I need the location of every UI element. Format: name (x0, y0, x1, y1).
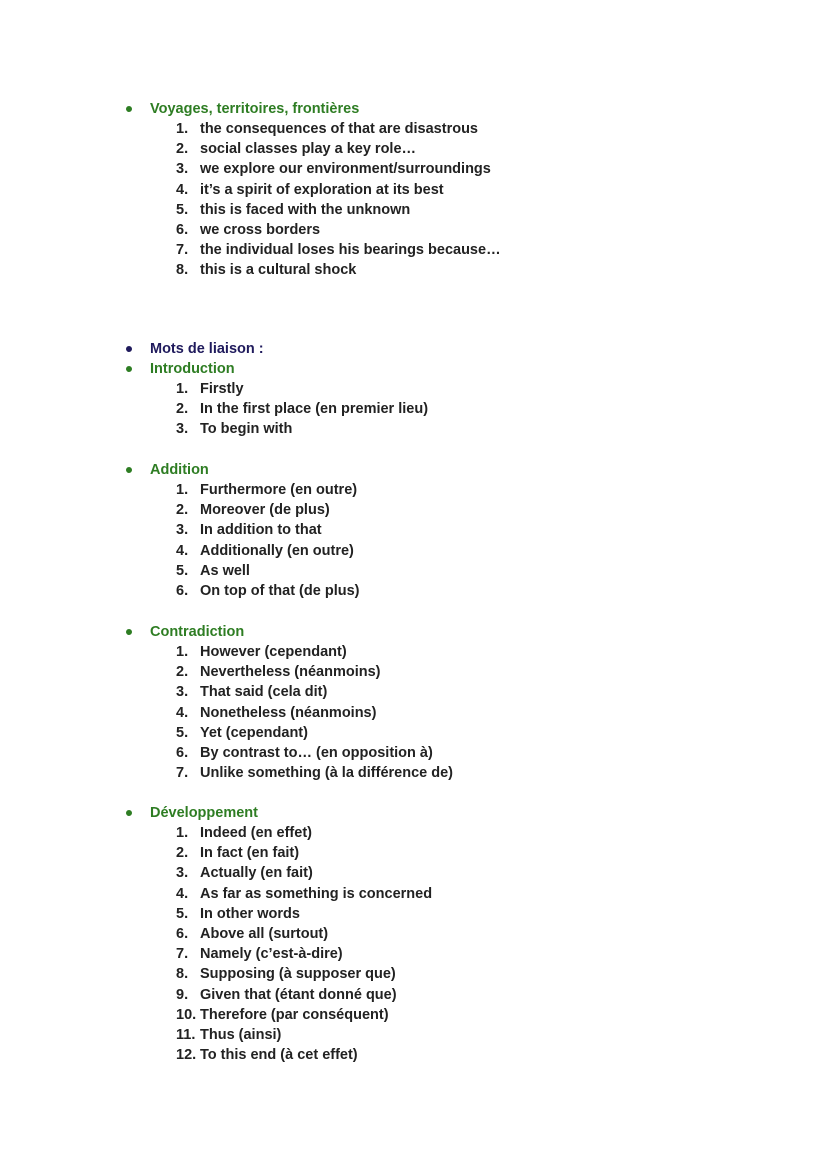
section-heading (122, 99, 722, 119)
section-title: Addition (150, 462, 209, 478)
list-item: 10. Therefore (par conséquent) (176, 1006, 389, 1023)
bullet-icon (122, 467, 150, 473)
section-heading (122, 460, 722, 480)
list-item: 3. To begin with (176, 421, 293, 438)
list-item: 8. Supposing (à supposer que) (176, 966, 396, 983)
bullet-icon (122, 106, 150, 112)
section-contradiction (122, 622, 722, 783)
list-item: 1. Firstly (176, 381, 244, 397)
list-item: 6. Above all (surtout) (176, 925, 329, 942)
list-item: 2. Moreover (de plus) (176, 502, 330, 519)
numbered-list (122, 480, 722, 601)
bullet-icon (122, 629, 150, 635)
list-item: 3. In addition to that (176, 522, 322, 539)
section-title: Voyages, territoires, frontières (150, 101, 360, 117)
list-item: 5. Yet (cependant) (176, 724, 308, 741)
section-voyages (122, 99, 722, 281)
section-mots-de-liaison (122, 339, 722, 359)
list-item: 7. Unlike something (à la différence de) (176, 765, 453, 782)
bullet-icon (122, 810, 150, 816)
list-item: 4. As far as something is concerned (176, 885, 433, 902)
list-item: 8. this is a cultural shock (176, 262, 357, 279)
list-item: 1. However (cependant) (176, 644, 347, 660)
list-item: 4. it’s a spirit of exploration at its best (176, 181, 444, 198)
list-item: 7. the individual loses his bearings because… (176, 242, 501, 259)
list-item: 9. Given that (étant donné que) (176, 986, 397, 1003)
list-item: 12. To this end (à cet effet) (176, 1047, 358, 1064)
section-addition (122, 460, 722, 601)
list-item: 3. we explore our environment/surroundings (176, 161, 491, 178)
section-title: Contradiction (150, 624, 245, 640)
numbered-list (122, 823, 722, 1065)
list-item: 6. By contrast to… (en opposition à) (176, 744, 433, 761)
list-item: 3. Actually (en fait) (176, 865, 313, 882)
section-developpement (122, 803, 722, 1065)
list-item: 5. In other words (176, 905, 300, 922)
list-item: 5. As well (176, 562, 250, 579)
section-title: Mots de liaison : (150, 341, 264, 357)
list-item: 7. Namely (c’est-à-dire) (176, 946, 343, 963)
section-title: Développement (150, 805, 258, 821)
list-item: 1. Indeed (en effet) (176, 825, 312, 841)
list-item: 1. Furthermore (en outre) (176, 482, 358, 498)
section-heading (122, 803, 722, 823)
list-item: 2. Nevertheless (néanmoins) (176, 664, 381, 681)
bullet-icon (122, 366, 150, 372)
numbered-list (122, 642, 722, 783)
numbered-list (122, 379, 722, 440)
list-item: 1. the consequences of that are disastrous (176, 121, 478, 137)
section-title: Introduction (150, 361, 235, 377)
list-item: 11. Thus (ainsi) (176, 1026, 282, 1043)
list-item: 4. Additionally (en outre) (176, 542, 354, 559)
section-heading (122, 622, 722, 642)
numbered-list (122, 119, 722, 281)
list-item: 2. In the first place (en premier lieu) (176, 401, 429, 418)
list-item: 2. In fact (en fait) (176, 845, 300, 862)
list-item: 4. Nonetheless (néanmoins) (176, 704, 377, 721)
list-item: 5. this is faced with the unknown (176, 201, 411, 218)
section-introduction (122, 359, 722, 440)
list-item: 3. That said (cela dit) (176, 684, 328, 701)
section-heading (122, 339, 722, 359)
list-item: 6. On top of that (de plus) (176, 582, 360, 599)
bullet-icon (122, 346, 150, 352)
list-item: 2. social classes play a key role… (176, 141, 417, 158)
list-item: 6. we cross borders (176, 221, 321, 238)
section-heading (122, 359, 722, 379)
